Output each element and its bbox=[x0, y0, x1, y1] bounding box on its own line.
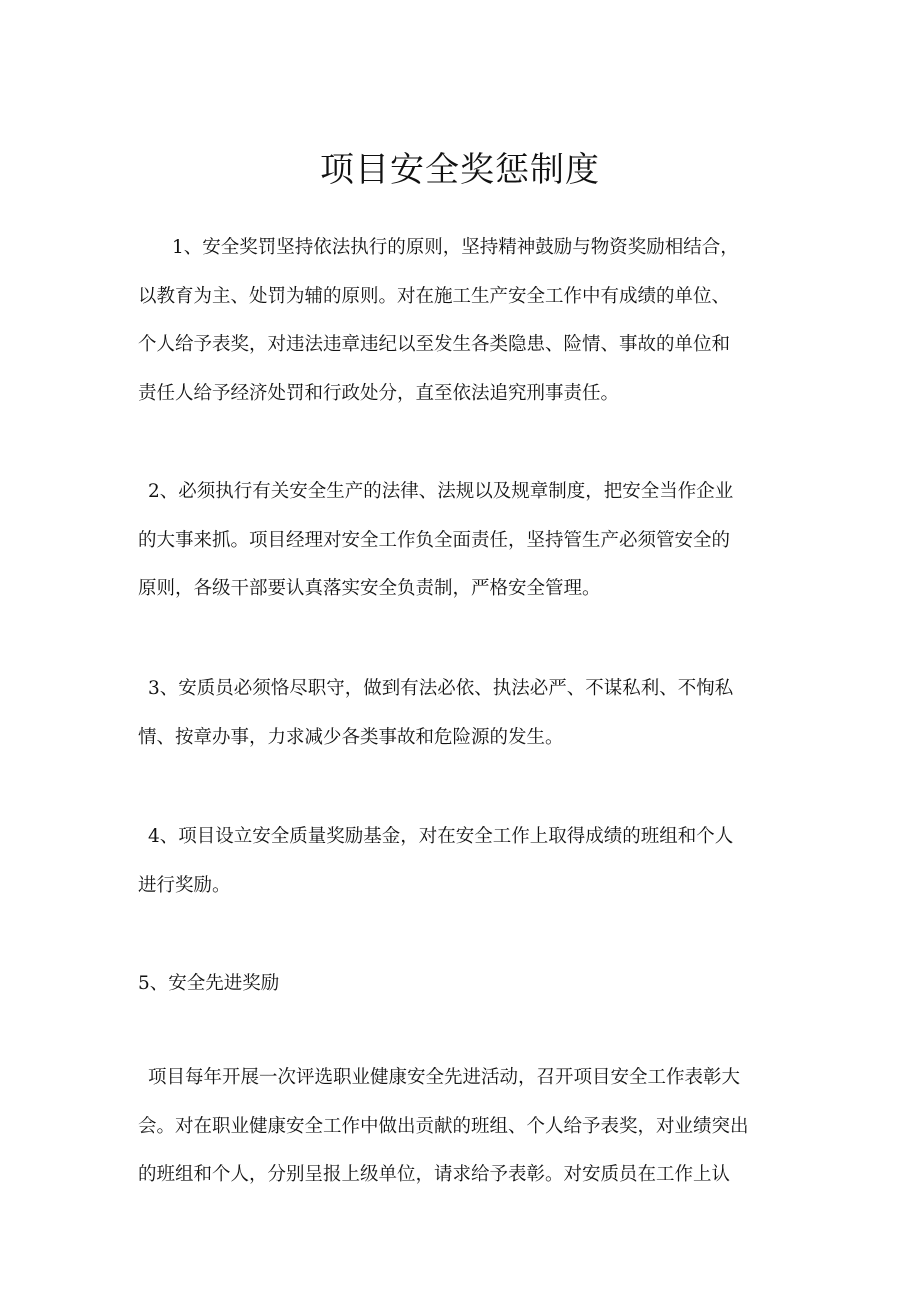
paragraph-line: 的大事来抓。项目经理对安全工作负全面责任，坚持管生产必须管安全的 bbox=[138, 529, 731, 551]
paragraph-line: 1、安全奖罚坚持依法执行的原则，坚持精神鼓励与物资奖励相结合， bbox=[172, 237, 739, 258]
paragraph-line: 2、必须执行有关安全生产的法律、法规以及规章制度，把安全当作企业 bbox=[148, 481, 734, 502]
paragraph-4 bbox=[138, 813, 794, 910]
paragraph-line: 责任人给予经济处罚和行政处分，直至依法追究刑事责任。 bbox=[138, 382, 620, 404]
paragraph-1 bbox=[138, 224, 794, 418]
paragraph-line: 情、按章办事，力求减少各类事故和危险源的发生。 bbox=[138, 726, 564, 748]
paragraph-line: 个人给予表奖，对违法违章违纪以至发生各类隐患、险情、事故的单位和 bbox=[138, 334, 731, 355]
paragraph-line: 原则，各级干部要认真落实安全负责制，严格安全管理。 bbox=[138, 578, 601, 599]
paragraph-3 bbox=[138, 665, 794, 762]
paragraph-2 bbox=[138, 468, 794, 614]
paragraph-line: 4、项目设立安全质量奖励基金，对在安全工作上取得成绩的班组和个人 bbox=[148, 826, 734, 847]
paragraph-line: 5、安全先进奖励 bbox=[138, 973, 280, 994]
section-heading-5 bbox=[138, 960, 794, 1009]
paragraph-line: 3、安质员必须恪尽职守，做到有法必依、执法必严、不谋私利、不恂私 bbox=[148, 678, 734, 699]
paragraph-6 bbox=[138, 1054, 794, 1200]
paragraph-line: 的班组和个人，分别呈报上级单位，请求给予表彰。对安质员在工作上认 bbox=[138, 1164, 731, 1185]
paragraph-line: 进行奖励。 bbox=[138, 874, 231, 896]
paragraph-line: 以教育为主、处罚为辅的原则。对在施工生产安全工作中有成绩的单位、 bbox=[138, 285, 731, 307]
paragraph-line: 会。对在职业健康安全工作中做出贡献的班组、个人给予表奖，对业绩突出 bbox=[138, 1115, 749, 1137]
paragraph-line: 项目每年开展一次评选职业健康安全先进活动，召开项目安全工作表彰大 bbox=[148, 1067, 741, 1088]
document-title: 项目安全奖惩制度 bbox=[320, 150, 600, 190]
